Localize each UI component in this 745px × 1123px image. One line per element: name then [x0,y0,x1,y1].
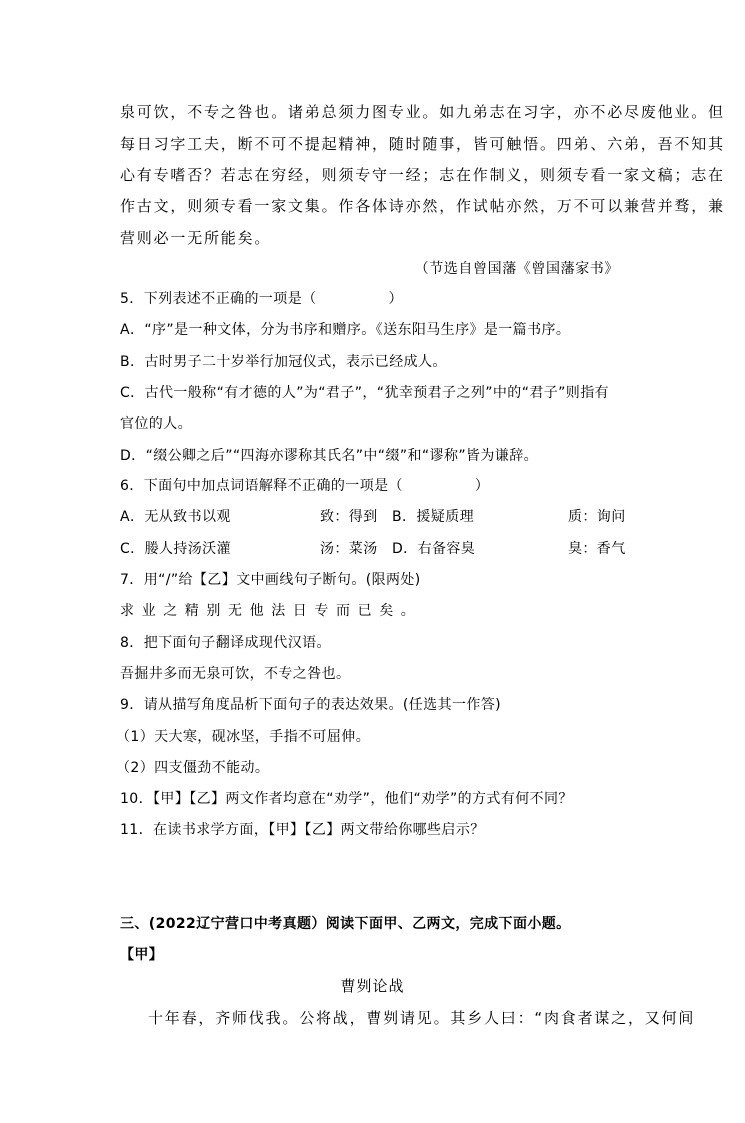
question-7-stem: 7．用“/”给【乙】文中画线句子断句。(限两处) [120,572,421,588]
question-6-option-c-gloss: 汤：菜汤 [320,541,378,557]
passage-line-3: 心有专嗜否？若志在穷经，则须专守一经；志在作制义，则须专看一家文稿；志在 [120,166,725,184]
question-5-option-a: A．“序”是一种文体，分为书序和赠序。《送东阳马生序》是一篇书序。 [120,322,571,338]
question-5-option-c: C．古代一般称“有才德的人”为“君子”，“犹幸预君子之列”中的“君子”则指有 [120,385,609,401]
passage-line-2: 每日习字工夫，断不可不提起精神，随时随事，皆可触悟。四弟、六弟，吾不知其 [120,135,725,153]
passage-line-4: 作古文，则须专看一家文集。作各体诗亦然，作试帖亦然，万不可以兼营并骛，兼 [120,197,725,215]
question-6-option-d: D．右备容臭 [392,541,476,557]
question-9-item-1: （1）天大寒，砚冰坚，手指不可屈伸。 [116,729,371,745]
passage-source: （节选自曾国藩《曾国藩家书》 [414,261,619,277]
question-6-option-a-gloss: 致：得到 [320,509,378,525]
question-6-option-d-gloss: 臭：香气 [568,541,626,557]
passage-line-5: 营则必一无所能矣。 [120,229,272,247]
question-8-sentence: 吾掘井多而无泉可饮，不专之咎也。 [120,666,351,682]
question-6-stem: 6．下面句中加点词语解释不正确的一项是（ ） [120,478,490,494]
passage-line-1: 泉可饮，不专之咎也。诸弟总须力图专业。如九弟志在习字，亦不必尽废他业。但 [120,103,725,121]
question-5-stem: 5．下列表述不正确的一项是（ ） [120,291,403,307]
question-6-option-b: B．援疑质理 [392,509,475,525]
section-3-heading: 三、(2022辽宁营口中考真题）阅读下面甲、乙两文，完成下面小题。 [120,916,571,932]
question-5-option-b: B．古时男子二十岁举行加冠仪式，表示已经成人。 [120,354,447,370]
question-5-option-c-cont: 官位的人。 [120,416,192,432]
question-7-sentence: 求业之精别无他法日专而已矣。 [120,603,423,619]
section-3-jia-label: 【甲】 [120,947,164,963]
question-6-option-b-gloss: 质：询问 [568,509,626,525]
question-6-option-c: C．媵人持汤沃灌 [120,541,231,557]
section-3-first-line: 十年春，齐师伐我。公将战，曹刿请见。其乡人曰：“肉食者谋之，又何间 [148,1009,696,1027]
question-11-stem: 11．在读书求学方面，【甲】【乙】两文带给你哪些启示？ [120,822,485,838]
section-3-title: 曹刿论战 [340,977,405,995]
question-9-item-2: （2）四支僵劲不能动。 [116,760,270,776]
question-6-row-2 [120,539,630,559]
question-9-stem: 9．请从描写角度品析下面句子的表达效果。(任选其一作答) [120,697,502,713]
question-6-option-a: A．无从致书以观 [120,509,231,525]
question-8-stem: 8．把下面句子翻译成现代汉语。 [120,635,331,651]
question-6-row-1 [120,507,630,527]
question-5-option-d: D．“缀公卿之后”“四海亦谬称其氏名”中“缀”和“谬称”皆为谦辞。 [120,448,539,464]
question-10-stem: 10．【甲】【乙】两文作者均意在“劝学”，他们“劝学”的方式有何不同？ [120,791,573,807]
